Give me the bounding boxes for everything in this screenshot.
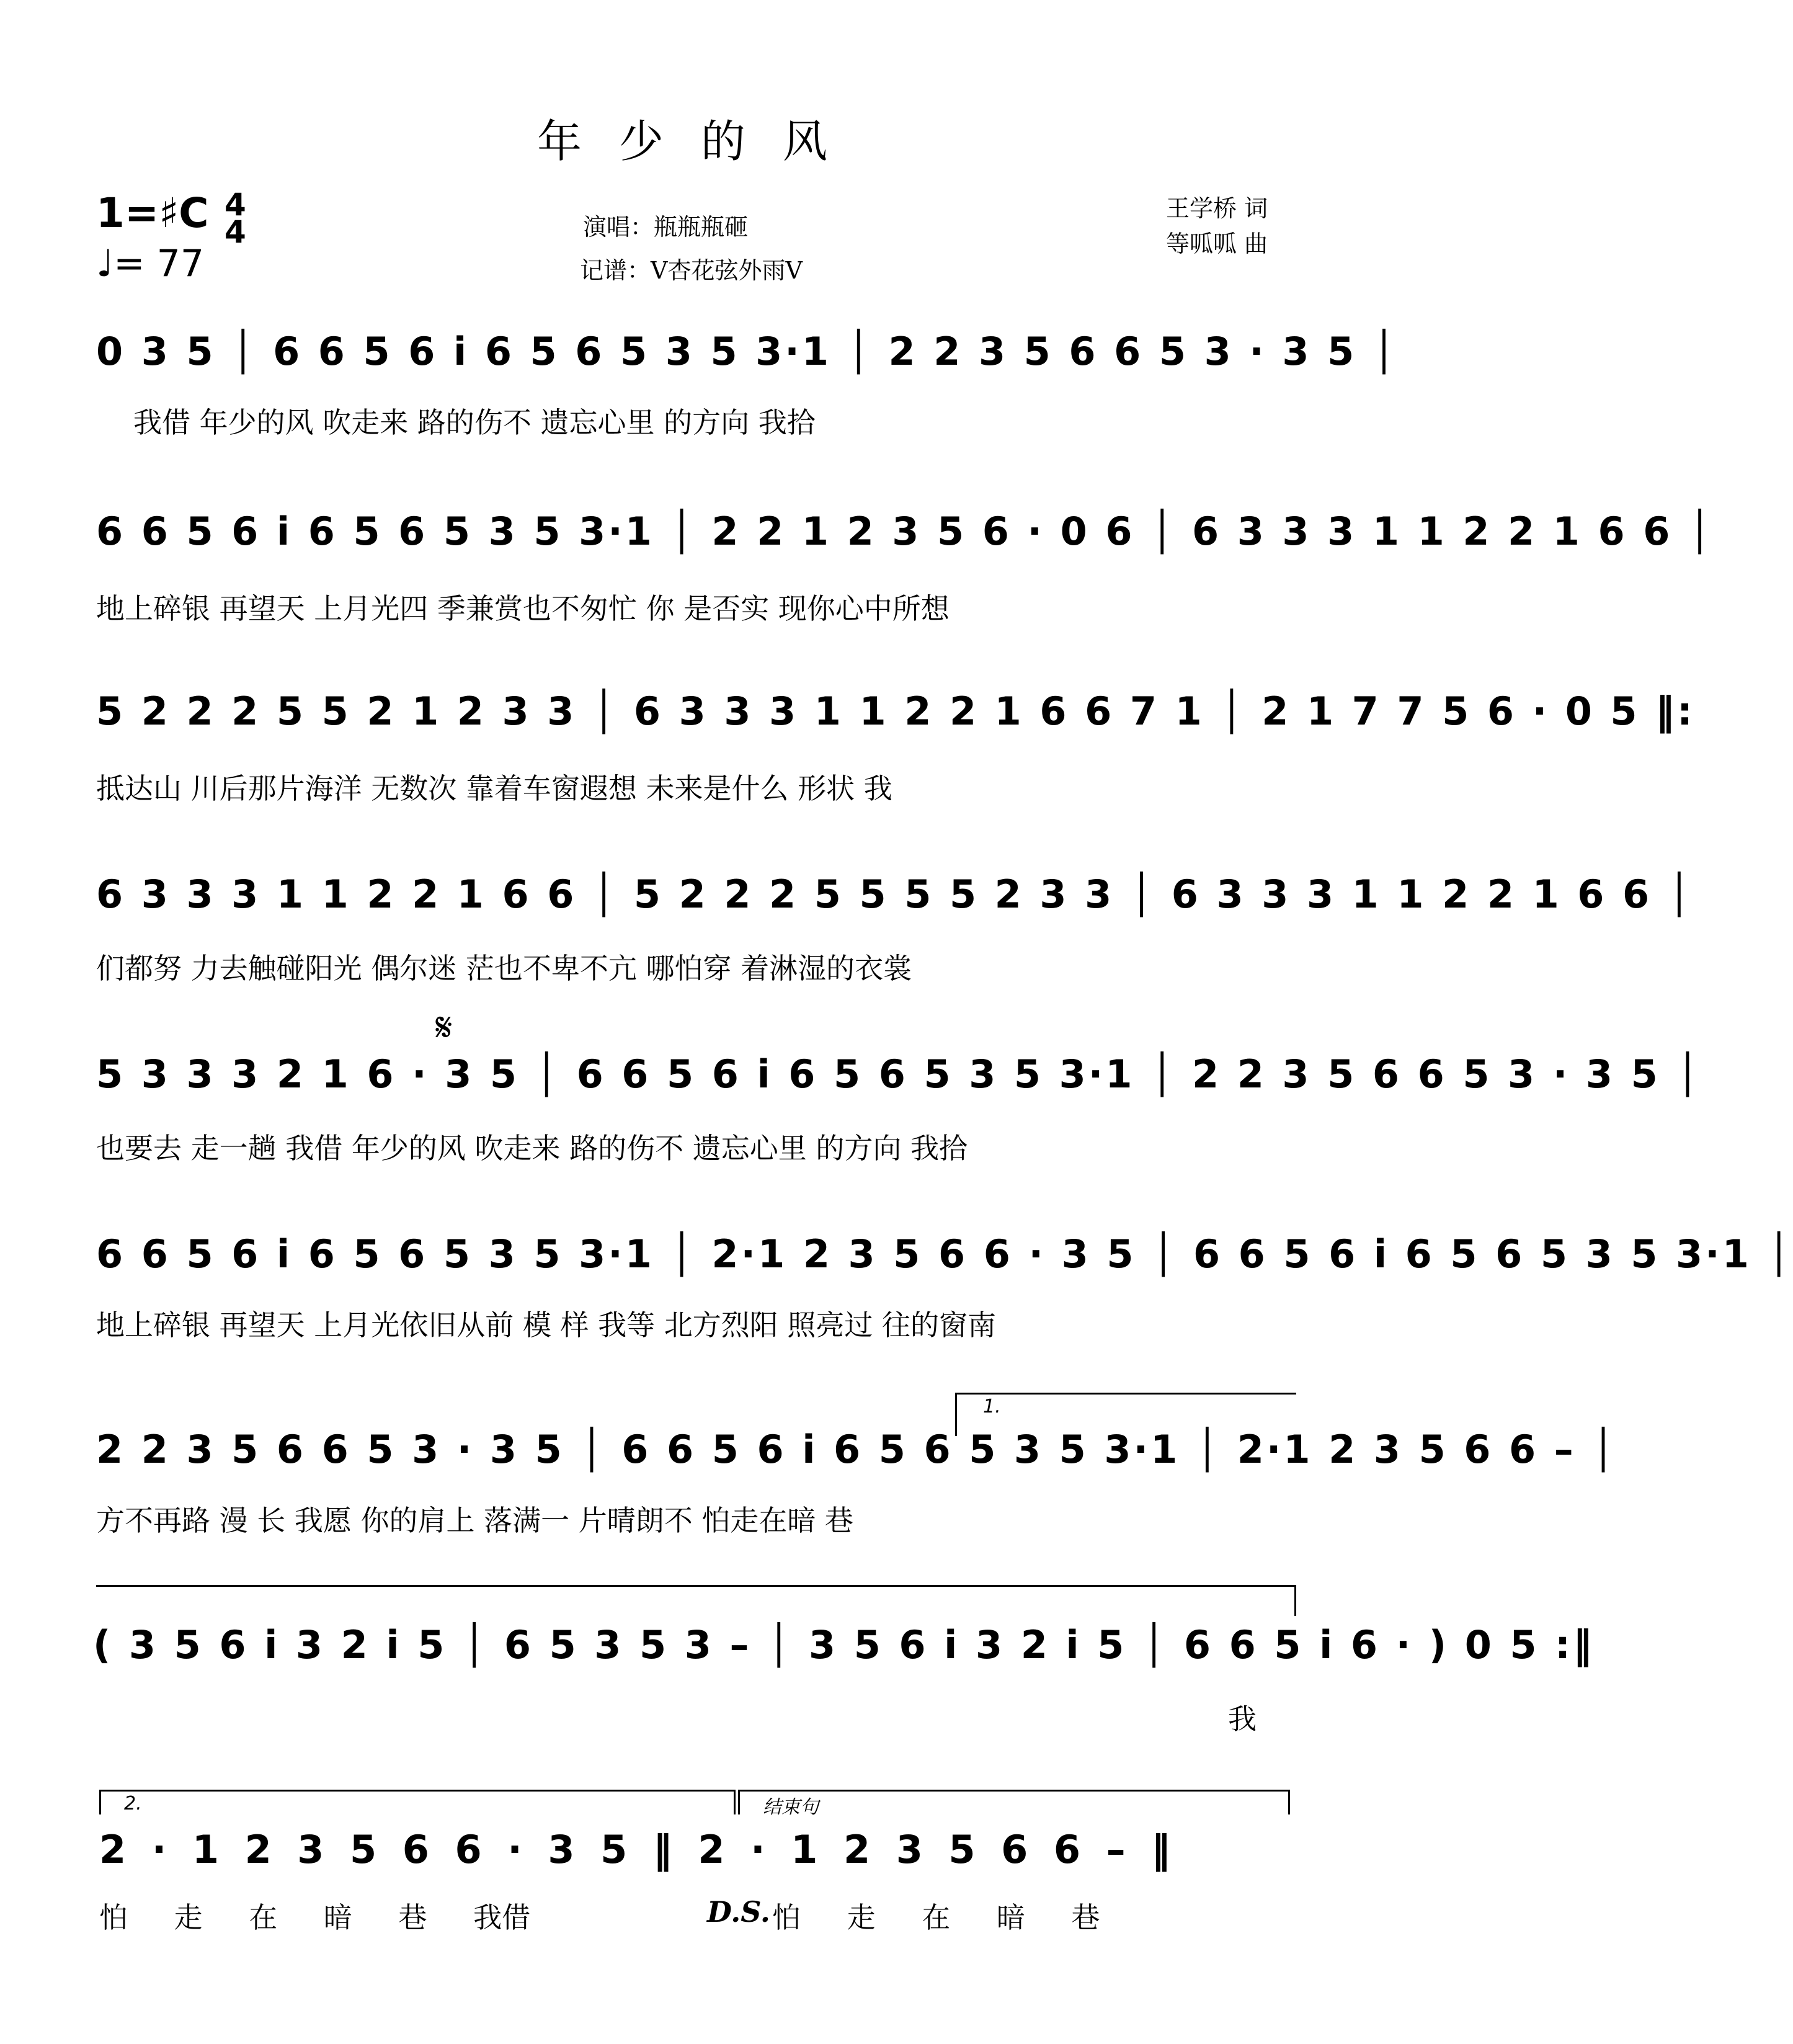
lyrics-line-9-ending: 怕 走 在 暗 巷 bbox=[772, 1901, 1100, 1934]
key-signature: 1=♯C bbox=[96, 189, 209, 237]
volta-1-label: 1. bbox=[983, 1396, 1001, 1417]
lyrics-line-2: 地上碎银 再望天 上月光四 季兼赏也不匆忙 你 是否实 现你心中所想 bbox=[96, 592, 950, 625]
lyrics-line-9: 怕 走 在 暗 巷 我借 bbox=[99, 1901, 531, 1934]
volta-1-bracket-top bbox=[955, 1393, 1296, 1395]
volta-1-bracket-right bbox=[1294, 1585, 1296, 1616]
lyrics-line-8: 我 bbox=[1228, 1702, 1257, 1736]
notation-line-3: 5 2 2 2 5 5 2 1 2 3 3 │ 6 3 3 3 1 1 2 2 1 6 6 7 1 │ 2 1 7 7 5 6 · 0 5 ‖: bbox=[96, 689, 1695, 734]
song-title: 年少的风 bbox=[536, 115, 865, 167]
volta-1-bracket-continuation bbox=[96, 1585, 1296, 1587]
ending-bracket-top bbox=[738, 1790, 1290, 1792]
ending-label: 结束句 bbox=[763, 1796, 819, 1818]
composer-credit: 等呱呱 曲 bbox=[1166, 230, 1268, 257]
notation-line-1: 0 3 5 │ 6 6 5 6 i 6 5 6 5 3 5 3·1 │ 2 2 3 5 6 6 5 3 · 3 5 │ bbox=[96, 329, 1399, 374]
lyrics-line-4: 们都努 力去触碰阳光 偶尔迷 茫也不卑不亢 哪怕穿 着淋湿的衣裳 bbox=[96, 952, 912, 985]
lyrics-line-5: 也要去 走一趟 我借 年少的风 吹走来 路的伤不 遗忘心里 的方向 我拾 bbox=[96, 1131, 968, 1165]
notation-line-7: 2 2 3 5 6 6 5 3 · 3 5 │ 6 6 5 6 i 6 5 6 5 3 5 3·1 │ 2·1 2 3 5 6 6 – │ bbox=[96, 1427, 1617, 1472]
lyrics-line-1: 我借 年少的风 吹走来 路的伤不 遗忘心里 的方向 我拾 bbox=[133, 406, 816, 439]
segno-sign: 𝄋 bbox=[435, 1005, 453, 1051]
dal-segno-marking: D.S. bbox=[707, 1895, 770, 1929]
lyrics-line-6: 地上碎银 再望天 上月光依旧从前 模 样 我等 北方烈阳 照亮过 往的窗南 bbox=[96, 1308, 996, 1342]
volta-2-bracket-top bbox=[99, 1790, 735, 1792]
lyrics-line-3: 抵达山 川后那片海洋 无数次 靠着车窗遐想 未来是什么 形状 我 bbox=[96, 772, 892, 805]
tempo-marking: ♩= 77 bbox=[96, 242, 204, 285]
volta-2-bracket-left bbox=[99, 1790, 101, 1814]
ending-bracket-left bbox=[738, 1790, 740, 1814]
transcriber-credit: 记谱：V杏花弦外雨V bbox=[580, 257, 803, 284]
time-signature-bottom: 4 bbox=[225, 214, 246, 250]
notation-line-6: 6 6 5 6 i 6 5 6 5 3 5 3·1 │ 2·1 2 3 5 6 6 · 3 5 │ 6 6 5 6 i 6 5 6 5 3 5 3·1 │ bbox=[96, 1231, 1793, 1277]
volta-2-label: 2. bbox=[124, 1793, 142, 1814]
notation-line-9: 2 · 1 2 3 5 6 6 · 3 5 ‖ 2 · 1 2 3 5 6 6 – ‖ bbox=[99, 1827, 1177, 1872]
volta-2-bracket-right bbox=[734, 1790, 736, 1814]
time-signature-top: 4 bbox=[225, 187, 246, 223]
notation-line-8: ( 3 5 6 i 3 2 i 5 │ 6 5 3 5 3 – │ 3 5 6 i 3 2 i 5 │ 6 6 5 i 6 · ) 0 5 :‖ bbox=[93, 1622, 1595, 1667]
notation-line-5: 5 3 3 3 2 1 6 · 3 5 │ 6 6 5 6 i 6 5 6 5 3 5 3·1 │ 2 2 3 5 6 6 5 3 · 3 5 │ bbox=[96, 1051, 1702, 1097]
notation-line-4: 6 3 3 3 1 1 2 2 1 6 6 │ 5 2 2 2 5 5 5 5 2 3 3 │ 6 3 3 3 1 1 2 2 1 6 6 │ bbox=[96, 872, 1694, 917]
time-signature bbox=[225, 187, 246, 250]
singer-credit: 演唱：瓶瓶瓶砸 bbox=[583, 213, 749, 241]
lyrics-line-7: 方不再路 漫 长 我愿 你的肩上 落满一 片晴朗不 怕走在暗 巷 bbox=[96, 1504, 853, 1537]
notation-line-2: 6 6 5 6 i 6 5 6 5 3 5 3·1 │ 2 2 1 2 3 5 6 · 0 6 │ 6 3 3 3 1 1 2 2 1 6 6 │ bbox=[96, 509, 1714, 554]
ending-bracket-right bbox=[1288, 1790, 1290, 1814]
lyricist-credit: 王学桥 词 bbox=[1166, 195, 1268, 222]
